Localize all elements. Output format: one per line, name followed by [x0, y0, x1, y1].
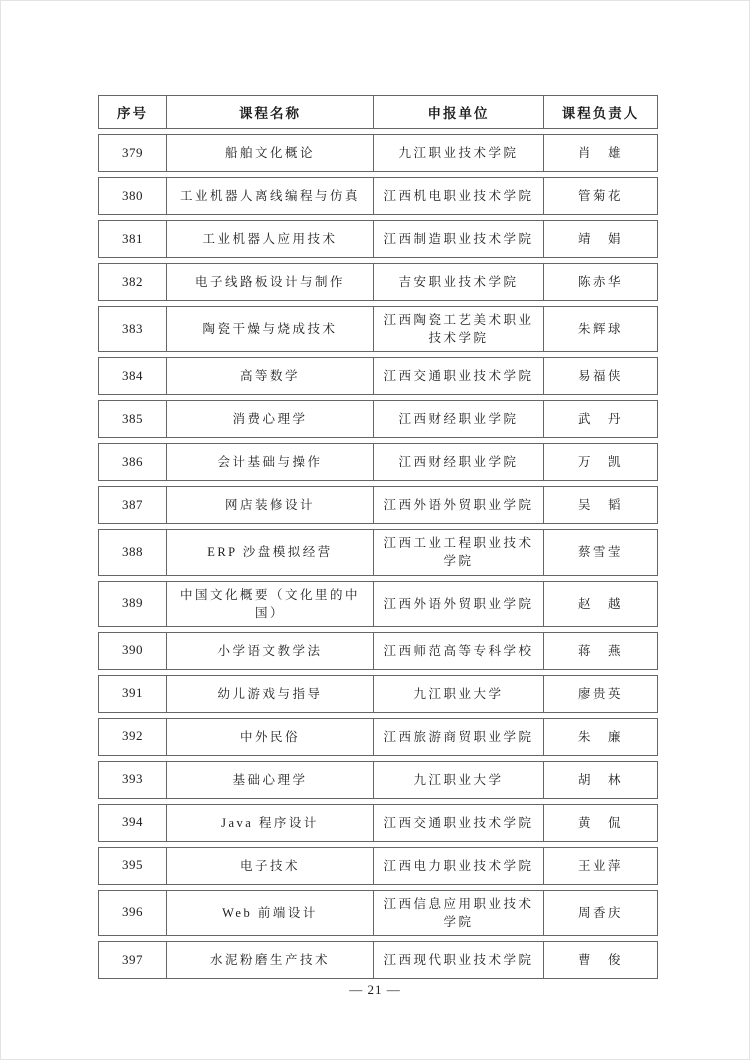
cell-leader: 管菊花 — [543, 177, 658, 215]
table-row — [98, 486, 658, 524]
cell-leader: 吴 韬 — [543, 486, 658, 524]
column-header-course: 课程名称 — [166, 95, 373, 129]
table-row — [98, 443, 658, 481]
cell-course-name: 电子技术 — [166, 847, 373, 885]
cell-leader: 曹 俊 — [543, 941, 658, 979]
table-row — [98, 134, 658, 172]
cell-index: 386 — [98, 443, 166, 481]
cell-course-name: 小学语文教学法 — [166, 632, 373, 670]
cell-leader: 朱 廉 — [543, 718, 658, 756]
cell-course-name: Web 前端设计 — [166, 890, 373, 936]
cell-index: 382 — [98, 263, 166, 301]
table-row — [98, 675, 658, 713]
cell-unit: 江西外语外贸职业学院 — [373, 581, 543, 627]
cell-unit: 江西现代职业技术学院 — [373, 941, 543, 979]
cell-leader: 肖 雄 — [543, 134, 658, 172]
table-row — [98, 941, 658, 979]
cell-leader: 蒋 燕 — [543, 632, 658, 670]
cell-leader: 陈赤华 — [543, 263, 658, 301]
cell-unit: 江西机电职业技术学院 — [373, 177, 543, 215]
cell-unit: 江西陶瓷工艺美术职业技术学院 — [373, 306, 543, 352]
column-header-unit: 申报单位 — [373, 95, 543, 129]
cell-leader: 王业萍 — [543, 847, 658, 885]
cell-unit: 江西工业工程职业技术学院 — [373, 529, 543, 575]
cell-course-name: 基础心理学 — [166, 761, 373, 799]
cell-course-name: 船舶文化概论 — [166, 134, 373, 172]
cell-leader: 靖 娟 — [543, 220, 658, 258]
cell-leader: 蔡雪莹 — [543, 529, 658, 575]
cell-unit: 江西旅游商贸职业学院 — [373, 718, 543, 756]
cell-index: 385 — [98, 400, 166, 438]
table-row — [98, 761, 658, 799]
cell-unit: 江西制造职业技术学院 — [373, 220, 543, 258]
cell-unit: 江西师范高等专科学校 — [373, 632, 543, 670]
column-header-leader: 课程负责人 — [543, 95, 658, 129]
table-row — [98, 581, 658, 627]
cell-leader: 胡 林 — [543, 761, 658, 799]
cell-index: 388 — [98, 529, 166, 575]
table-row — [98, 263, 658, 301]
cell-index: 380 — [98, 177, 166, 215]
cell-unit: 江西外语外贸职业学院 — [373, 486, 543, 524]
table-row — [98, 220, 658, 258]
cell-index: 391 — [98, 675, 166, 713]
cell-course-name: 陶瓷干燥与烧成技术 — [166, 306, 373, 352]
table-row — [98, 306, 658, 352]
cell-course-name: 电子线路板设计与制作 — [166, 263, 373, 301]
cell-index: 397 — [98, 941, 166, 979]
table-row — [98, 847, 658, 885]
cell-leader: 廖贵英 — [543, 675, 658, 713]
cell-course-name: 工业机器人离线编程与仿真 — [166, 177, 373, 215]
cell-course-name: 中国文化概要（文化里的中国） — [166, 581, 373, 627]
cell-leader: 赵 越 — [543, 581, 658, 627]
cell-index: 393 — [98, 761, 166, 799]
cell-leader: 周香庆 — [543, 890, 658, 936]
cell-index: 390 — [98, 632, 166, 670]
cell-course-name: 高等数学 — [166, 357, 373, 395]
column-header-index: 序号 — [98, 95, 166, 129]
cell-unit: 江西电力职业技术学院 — [373, 847, 543, 885]
table-row — [98, 804, 658, 842]
table-row — [98, 718, 658, 756]
course-table — [98, 90, 658, 984]
table-row — [98, 177, 658, 215]
cell-course-name: 网店装修设计 — [166, 486, 373, 524]
cell-course-name: Java 程序设计 — [166, 804, 373, 842]
cell-course-name: 幼儿游戏与指导 — [166, 675, 373, 713]
cell-course-name: 会计基础与操作 — [166, 443, 373, 481]
cell-leader: 易福侠 — [543, 357, 658, 395]
cell-unit: 江西财经职业学院 — [373, 400, 543, 438]
table-row — [98, 529, 658, 575]
cell-index: 389 — [98, 581, 166, 627]
cell-leader: 朱辉球 — [543, 306, 658, 352]
cell-course-name: 中外民俗 — [166, 718, 373, 756]
cell-unit: 九江职业技术学院 — [373, 134, 543, 172]
page-number: — 21 — — [349, 982, 401, 997]
cell-index: 395 — [98, 847, 166, 885]
cell-index: 392 — [98, 718, 166, 756]
cell-unit: 江西财经职业学院 — [373, 443, 543, 481]
cell-unit: 江西信息应用职业技术学院 — [373, 890, 543, 936]
cell-unit: 江西交通职业技术学院 — [373, 804, 543, 842]
cell-index: 394 — [98, 804, 166, 842]
cell-index: 383 — [98, 306, 166, 352]
table-row — [98, 357, 658, 395]
table-row — [98, 400, 658, 438]
cell-leader: 黄 侃 — [543, 804, 658, 842]
cell-index: 384 — [98, 357, 166, 395]
cell-index: 381 — [98, 220, 166, 258]
cell-leader: 万 凯 — [543, 443, 658, 481]
cell-unit: 九江职业大学 — [373, 761, 543, 799]
cell-index: 396 — [98, 890, 166, 936]
cell-course-name: 水泥粉磨生产技术 — [166, 941, 373, 979]
cell-index: 387 — [98, 486, 166, 524]
cell-unit: 江西交通职业技术学院 — [373, 357, 543, 395]
cell-course-name: ERP 沙盘模拟经营 — [166, 529, 373, 575]
cell-index: 379 — [98, 134, 166, 172]
table-row — [98, 890, 658, 936]
table-row — [98, 632, 658, 670]
cell-course-name: 工业机器人应用技术 — [166, 220, 373, 258]
cell-leader: 武 丹 — [543, 400, 658, 438]
table-header-row — [98, 95, 658, 129]
cell-unit: 吉安职业技术学院 — [373, 263, 543, 301]
cell-unit: 九江职业大学 — [373, 675, 543, 713]
cell-course-name: 消费心理学 — [166, 400, 373, 438]
